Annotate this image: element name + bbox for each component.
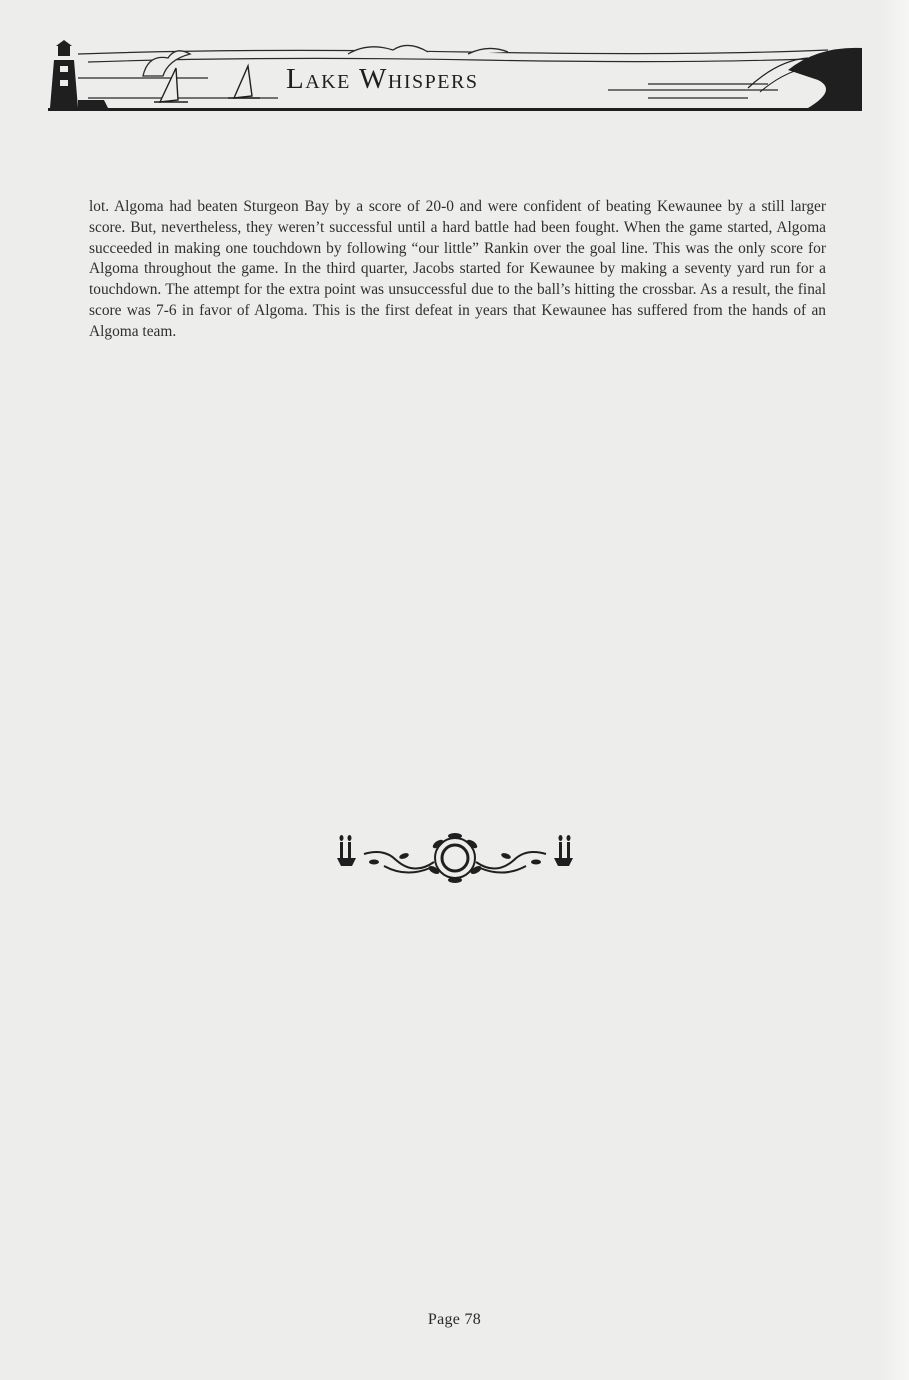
page-number: Page 78 [427, 1311, 482, 1328]
laurel-wreath-icon [334, 830, 576, 886]
header-banner [48, 40, 862, 114]
article-paragraph: lot. Algoma had beaten Sturgeon Bay by a score of 20-0 and were confident of beating Kewaunee by a still larger score. But, nevertheless, they weren’t successful until a hard battle had been fought. When the game started, Algoma succeeded in making one touchdown by following “our little” Rankin over the goal line. This was the only score for Algoma throughout the game. In the third quarter, Jacobs started for Kewaunee by making a seventy yard run for a touchdown. The attempt for the extra point was unsuccessful due to the ball’s hitting the crossbar. As a result, the final score was 7-6 in favor of Algoma. This is the first defeat in years that Kewaunee has suffered from the hands of an Algoma team. [89, 198, 826, 340]
shoreline-icon [748, 48, 862, 108]
laurel-ornament [334, 830, 576, 886]
page-edge-shadow [881, 0, 909, 1380]
page-title: Lake Whispers [280, 62, 484, 96]
sailboat-icon [154, 66, 260, 102]
